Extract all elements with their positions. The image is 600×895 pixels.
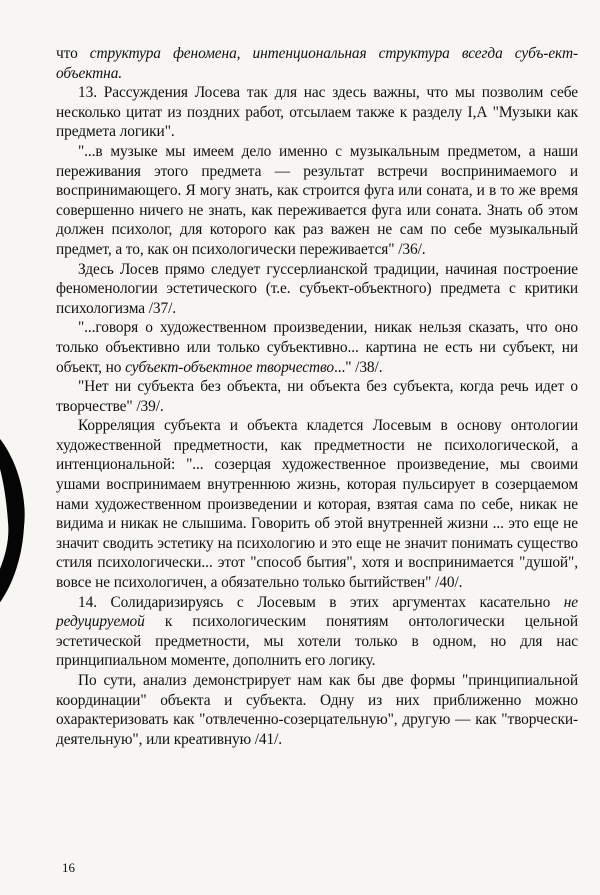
emphasis: не редуцируемой: [56, 593, 578, 631]
body-text: [56, 44, 578, 749]
scan-ink-blot: [0, 432, 34, 612]
quote-39: "Нет ни субъекта без объекта, ни объекта без субъекта, когда речь идет о творчестве" /39/.: [56, 378, 578, 415]
paragraph-0: что структура феномена, интенциональная структура всегда субъ-ект-объектна.: [56, 45, 578, 82]
paragraph-14: 14. Солидаризируясь с Лосевым в этих аргументах касательно не редуцируемой к психологическим понятиям онтологически цельной эстетической предметности, мы хотели только в одном, но для нас принципиальном моменте, дополнить его логику.: [56, 593, 578, 670]
paragraph-analysis: По сути, анализ демонстрирует нам как бы две формы "принципиальной координации" объекта и субъекта. Одну из них приближенно можно охарактеризовать как "отвлеченно-созерцательную", другую — как "творчески-деятельную", или креативную /41/.: [56, 672, 578, 748]
paragraph-correlation: Корреляция субъекта и объекта кладется Лосевым в основу онтологии художественной предметности, как предметности не психологической, а интенциональной: "... созерцая художественное произведение, мы своими ушами воспринимаем внутреннюю жизнь, которая пульсирует в созерцаемом нами художественном произведении и которая, взятая сама по себе, никак не видима и никак не слышима. Говорить об этой внутренней жизни ... это еще не значит сводить эстетику на психологию и это еще не значит понимать существо стиля психологически... этот "способ бытия", хотя и воспринимается "душой", вовсе не психологичен, а обязательно только бытийствен" /40/.: [56, 417, 578, 592]
quote-36: "...в музыке мы имеем дело именно с музыкальным предметом, а наши переживания этого предмета — результат встречи воспринимаемого и воспринимающего. Я могу знать, как строится фуга или соната, и в то же время совершенно ничего не знать, как переживается фуга или соната. Знать об этом должен психолог, для которого как раз важен не сам по себе музыкальный предмет, а то, как он психологически переживается" /36/.: [56, 142, 578, 258]
emphasis: структура феномена, интенциональная структура всегда субъ-ект-объектна.: [56, 45, 578, 82]
paragraph-husserl: Здесь Лосев прямо следует гуссерлианской традиции, начиная построение феноменологии эстетического (т.е. субъект-объектного) предмета с критики психологизма /37/.: [56, 260, 578, 317]
quote-38: "...говоря о художественном произведении, никак нельзя сказать, что оно только объективно или только субъективно... картина не есть ни субъект, ни объект, но субъект-объектное творчество..." /38/.: [56, 319, 578, 376]
emphasis: субъект-объектное творчество: [125, 358, 334, 376]
page-number: 16: [62, 860, 75, 875]
paragraph-13-intro: 13. Рассуждения Лосева так для нас здесь важны, что мы позволим себе несколько цитат из поздних работ, отсылаем также к разделу I,А "Музыки как предмета логики".: [56, 84, 578, 141]
